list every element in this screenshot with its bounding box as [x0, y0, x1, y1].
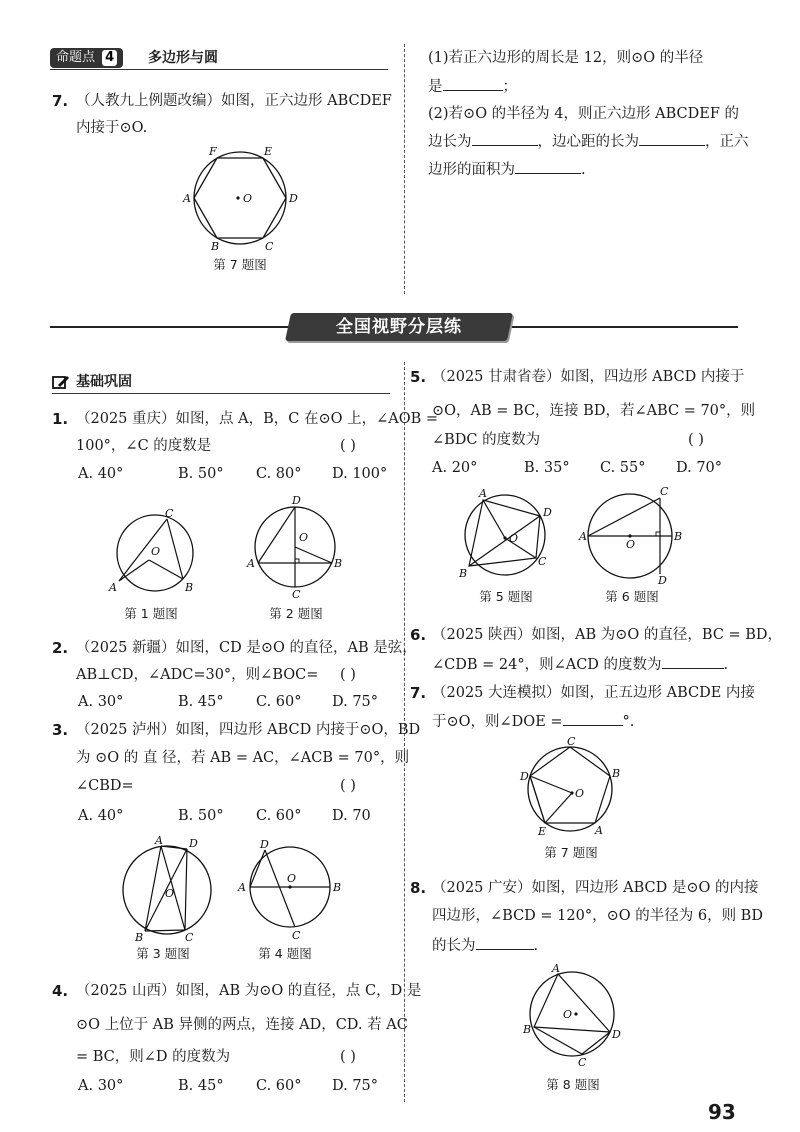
figure-caption: 第 2 题图 [269, 606, 323, 621]
svg-text:O: O [509, 532, 519, 545]
question-text: 的长为 . [432, 935, 538, 956]
topic-number: 4 [102, 50, 117, 66]
option-c[interactable]: C. 60° [256, 1078, 302, 1094]
question-number: 5. [410, 368, 427, 386]
svg-text:B: B [459, 567, 468, 580]
section-header [52, 372, 390, 394]
answer-blank[interactable] [443, 76, 503, 91]
pencil-icon [52, 375, 70, 390]
section-title: 基础巩固 [76, 374, 132, 390]
option-d[interactable]: D. 100° [332, 466, 388, 482]
svg-text:E: E [538, 825, 547, 838]
figure-caption: 第 7 题图 [544, 845, 598, 860]
option-d[interactable]: D. 75° [332, 694, 379, 710]
figure-caption: 第 1 题图 [124, 606, 178, 621]
svg-text:A: A [552, 962, 560, 975]
svg-text:F: F [209, 145, 217, 158]
figure-q5 [455, 485, 555, 585]
question-text: 为 ⊙O 的 直 径，若 AB = AC，∠ACB = 70°，则 [76, 750, 410, 766]
section-banner [285, 313, 513, 341]
question-text: = BC，则∠D 的度数为 [76, 1049, 231, 1065]
figure-q1 [105, 505, 205, 600]
answer-paren[interactable]: ( ) [340, 438, 356, 454]
page-number: 93 [708, 1100, 736, 1124]
question-number: 3. [52, 721, 69, 739]
figure-caption: 第 6 题图 [605, 589, 659, 604]
option-b[interactable]: B. 50° [178, 808, 224, 824]
question-text: 边长为 ，边心距的长为 ，正六 [428, 131, 749, 152]
question-text: 于⊙O，则∠DOE = °. [432, 711, 634, 732]
option-d[interactable]: D. 75° [332, 1078, 379, 1094]
option-a[interactable]: A. 30° [78, 1078, 124, 1094]
svg-text:D: D [543, 506, 552, 519]
figure-caption: 第 3 题图 [136, 946, 190, 961]
svg-text:D: D [289, 192, 298, 205]
option-a[interactable]: A. 40° [78, 466, 124, 482]
svg-text:C: C [578, 1056, 587, 1069]
question-text: 四边形，∠BCD = 120°，⊙O 的半径为 6，则 BD [432, 908, 763, 924]
answer-blank[interactable] [662, 654, 724, 669]
question-text: ∠CBD= [76, 778, 134, 794]
svg-text:A: A [595, 824, 603, 837]
figure-caption: 第 5 题图 [479, 589, 533, 604]
figure-q7 [518, 735, 623, 840]
question-number: 6. [410, 626, 427, 644]
banner-rule-left [50, 326, 290, 328]
figure-q2 [245, 495, 345, 600]
svg-text:C: C [538, 555, 547, 568]
question-number: 8. [410, 879, 427, 897]
question-text: (2)若⊙O 的半径为 4，则正六边形 ABCDEF 的 [428, 106, 739, 122]
svg-text:O: O [299, 531, 309, 544]
question-text: 是 ； [428, 76, 517, 97]
question-text: （2025 广安）如图，四边形 ABCD 是⊙O 的内接 [432, 880, 759, 896]
svg-text:O: O [165, 887, 175, 900]
svg-text:O: O [151, 545, 161, 558]
svg-text:A: A [238, 881, 246, 894]
svg-text:C: C [292, 929, 301, 942]
svg-text:O: O [243, 192, 253, 205]
column-divider-top [404, 44, 405, 294]
option-d[interactable]: D. 70° [676, 460, 723, 476]
question-text: （2025 新疆）如图，CD 是⊙O 的直径，AB 是弦， [76, 640, 417, 656]
answer-blank[interactable] [639, 131, 705, 146]
question-number: 4. [52, 982, 69, 1000]
question-text: ⊙O 上位于 AB 异侧的两点，连接 AD，CD. 若 AC [76, 1017, 408, 1033]
figure-caption: 第 8 题图 [546, 1077, 600, 1092]
question-number: 1. [52, 410, 69, 428]
question-text: ∠CDB = 24°，则∠ACD 的度数为 . [432, 654, 728, 675]
question-text: （2025 陕西）如图，AB 为⊙O 的直径，BC = BD， [432, 627, 783, 643]
question-number: 7. [410, 684, 427, 702]
banner-title: 全国视野分层练 [336, 317, 462, 337]
option-a[interactable]: A. 40° [78, 808, 124, 824]
figure-q6 [578, 485, 688, 585]
svg-text:O: O [563, 1008, 573, 1021]
svg-text:O: O [287, 872, 297, 885]
svg-text:B: B [334, 557, 343, 570]
svg-text:D: D [189, 837, 198, 850]
option-c[interactable]: C. 60° [256, 808, 302, 824]
option-b[interactable]: B. 35° [524, 460, 570, 476]
svg-text:B: B [211, 240, 220, 253]
option-a[interactable]: A. 20° [432, 460, 478, 476]
svg-text:D: D [612, 1028, 621, 1041]
svg-text:O: O [575, 787, 585, 800]
question-text: （人教九上例题改编）如图，正六边形 ABCDEF [76, 93, 392, 109]
figure-q8 [520, 962, 625, 1070]
svg-text:C: C [185, 931, 194, 944]
answer-paren[interactable]: ( ) [340, 667, 356, 683]
question-text: （2025 甘肃省卷）如图，四边形 ABCD 内接于 [432, 369, 745, 385]
question-number: 7. [52, 92, 69, 110]
svg-text:D: D [260, 840, 269, 851]
svg-text:A: A [579, 530, 587, 543]
option-b[interactable]: B. 45° [178, 1078, 224, 1094]
section-underline [52, 393, 390, 394]
answer-blank[interactable] [563, 711, 623, 726]
svg-text:A: A [247, 557, 255, 570]
svg-text:A: A [155, 835, 163, 847]
svg-text:E: E [264, 145, 273, 158]
svg-text:A: A [479, 487, 487, 500]
figure-caption: 第 4 题图 [258, 946, 312, 961]
svg-text:B: B [185, 581, 194, 594]
question-text: （2025 山西）如图，AB 为⊙O 的直径，点 C，D 是 [76, 983, 422, 999]
svg-text:B: B [674, 530, 683, 543]
question-text: ⊙O，AB = BC，连接 BD，若∠ABC = 70°，则 [432, 403, 756, 419]
svg-text:D: D [658, 574, 667, 585]
hexagon-figure [180, 144, 300, 254]
topic-title: 多边形与圆 [148, 50, 218, 66]
option-b[interactable]: B. 50° [178, 466, 224, 482]
svg-text:A: A [183, 192, 191, 205]
figure-q3 [115, 835, 215, 945]
question-text: ∠BDC 的度数为 [432, 432, 541, 448]
svg-text:C: C [567, 735, 576, 748]
option-a[interactable]: A. 30° [78, 694, 124, 710]
svg-text:A: A [109, 581, 117, 594]
option-c[interactable]: C. 55° [600, 460, 646, 476]
svg-text:O: O [626, 538, 636, 551]
option-c[interactable]: C. 60° [256, 694, 302, 710]
option-d[interactable]: D. 70 [332, 808, 371, 824]
svg-text:B: B [523, 1023, 532, 1036]
svg-text:C: C [292, 588, 301, 600]
svg-text:D: D [292, 495, 301, 507]
option-b[interactable]: B. 45° [178, 694, 224, 710]
question-text: （2025 大连模拟）如图，正五边形 ABCDE 内接 [432, 685, 755, 701]
question-text: （2025 泸州）如图，四边形 ABCD 内接于⊙O，BD [76, 722, 421, 738]
svg-text:C: C [265, 240, 274, 253]
figure-q4 [235, 840, 345, 945]
answer-blank[interactable] [476, 935, 534, 950]
question-text: 边形的面积为 . [428, 159, 586, 180]
svg-text:B: B [333, 881, 342, 894]
svg-text:B: B [135, 931, 144, 944]
svg-text:B: B [612, 767, 621, 780]
answer-blank[interactable] [472, 131, 538, 146]
banner-rule-right [508, 326, 738, 328]
answer-paren[interactable]: ( ) [688, 432, 704, 448]
question-text: （2025 重庆）如图，点 A，B，C 在⊙O 上，∠AOB = [76, 411, 439, 427]
topic-underline [50, 69, 388, 70]
question-text: 100°，∠C 的度数是 [76, 438, 212, 454]
answer-paren[interactable]: ( ) [340, 1049, 356, 1065]
question-text: AB⊥CD，∠ADC=30°，则∠BOC= [76, 667, 319, 683]
figure-caption: 第 7 题图 [213, 257, 267, 272]
topic-tag: 命题点 4 [50, 48, 123, 68]
question-text: 内接于⊙O. [76, 120, 148, 136]
svg-text:C: C [165, 507, 174, 520]
topic-header [50, 48, 388, 70]
answer-paren[interactable]: ( ) [340, 778, 356, 794]
option-c[interactable]: C. 80° [256, 466, 302, 482]
svg-text:C: C [660, 485, 669, 498]
answer-blank[interactable] [515, 159, 581, 174]
question-text: (1)若正六边形的周长是 12，则⊙O 的半径 [428, 50, 704, 66]
svg-text:D: D [520, 770, 529, 783]
question-number: 2. [52, 639, 69, 657]
